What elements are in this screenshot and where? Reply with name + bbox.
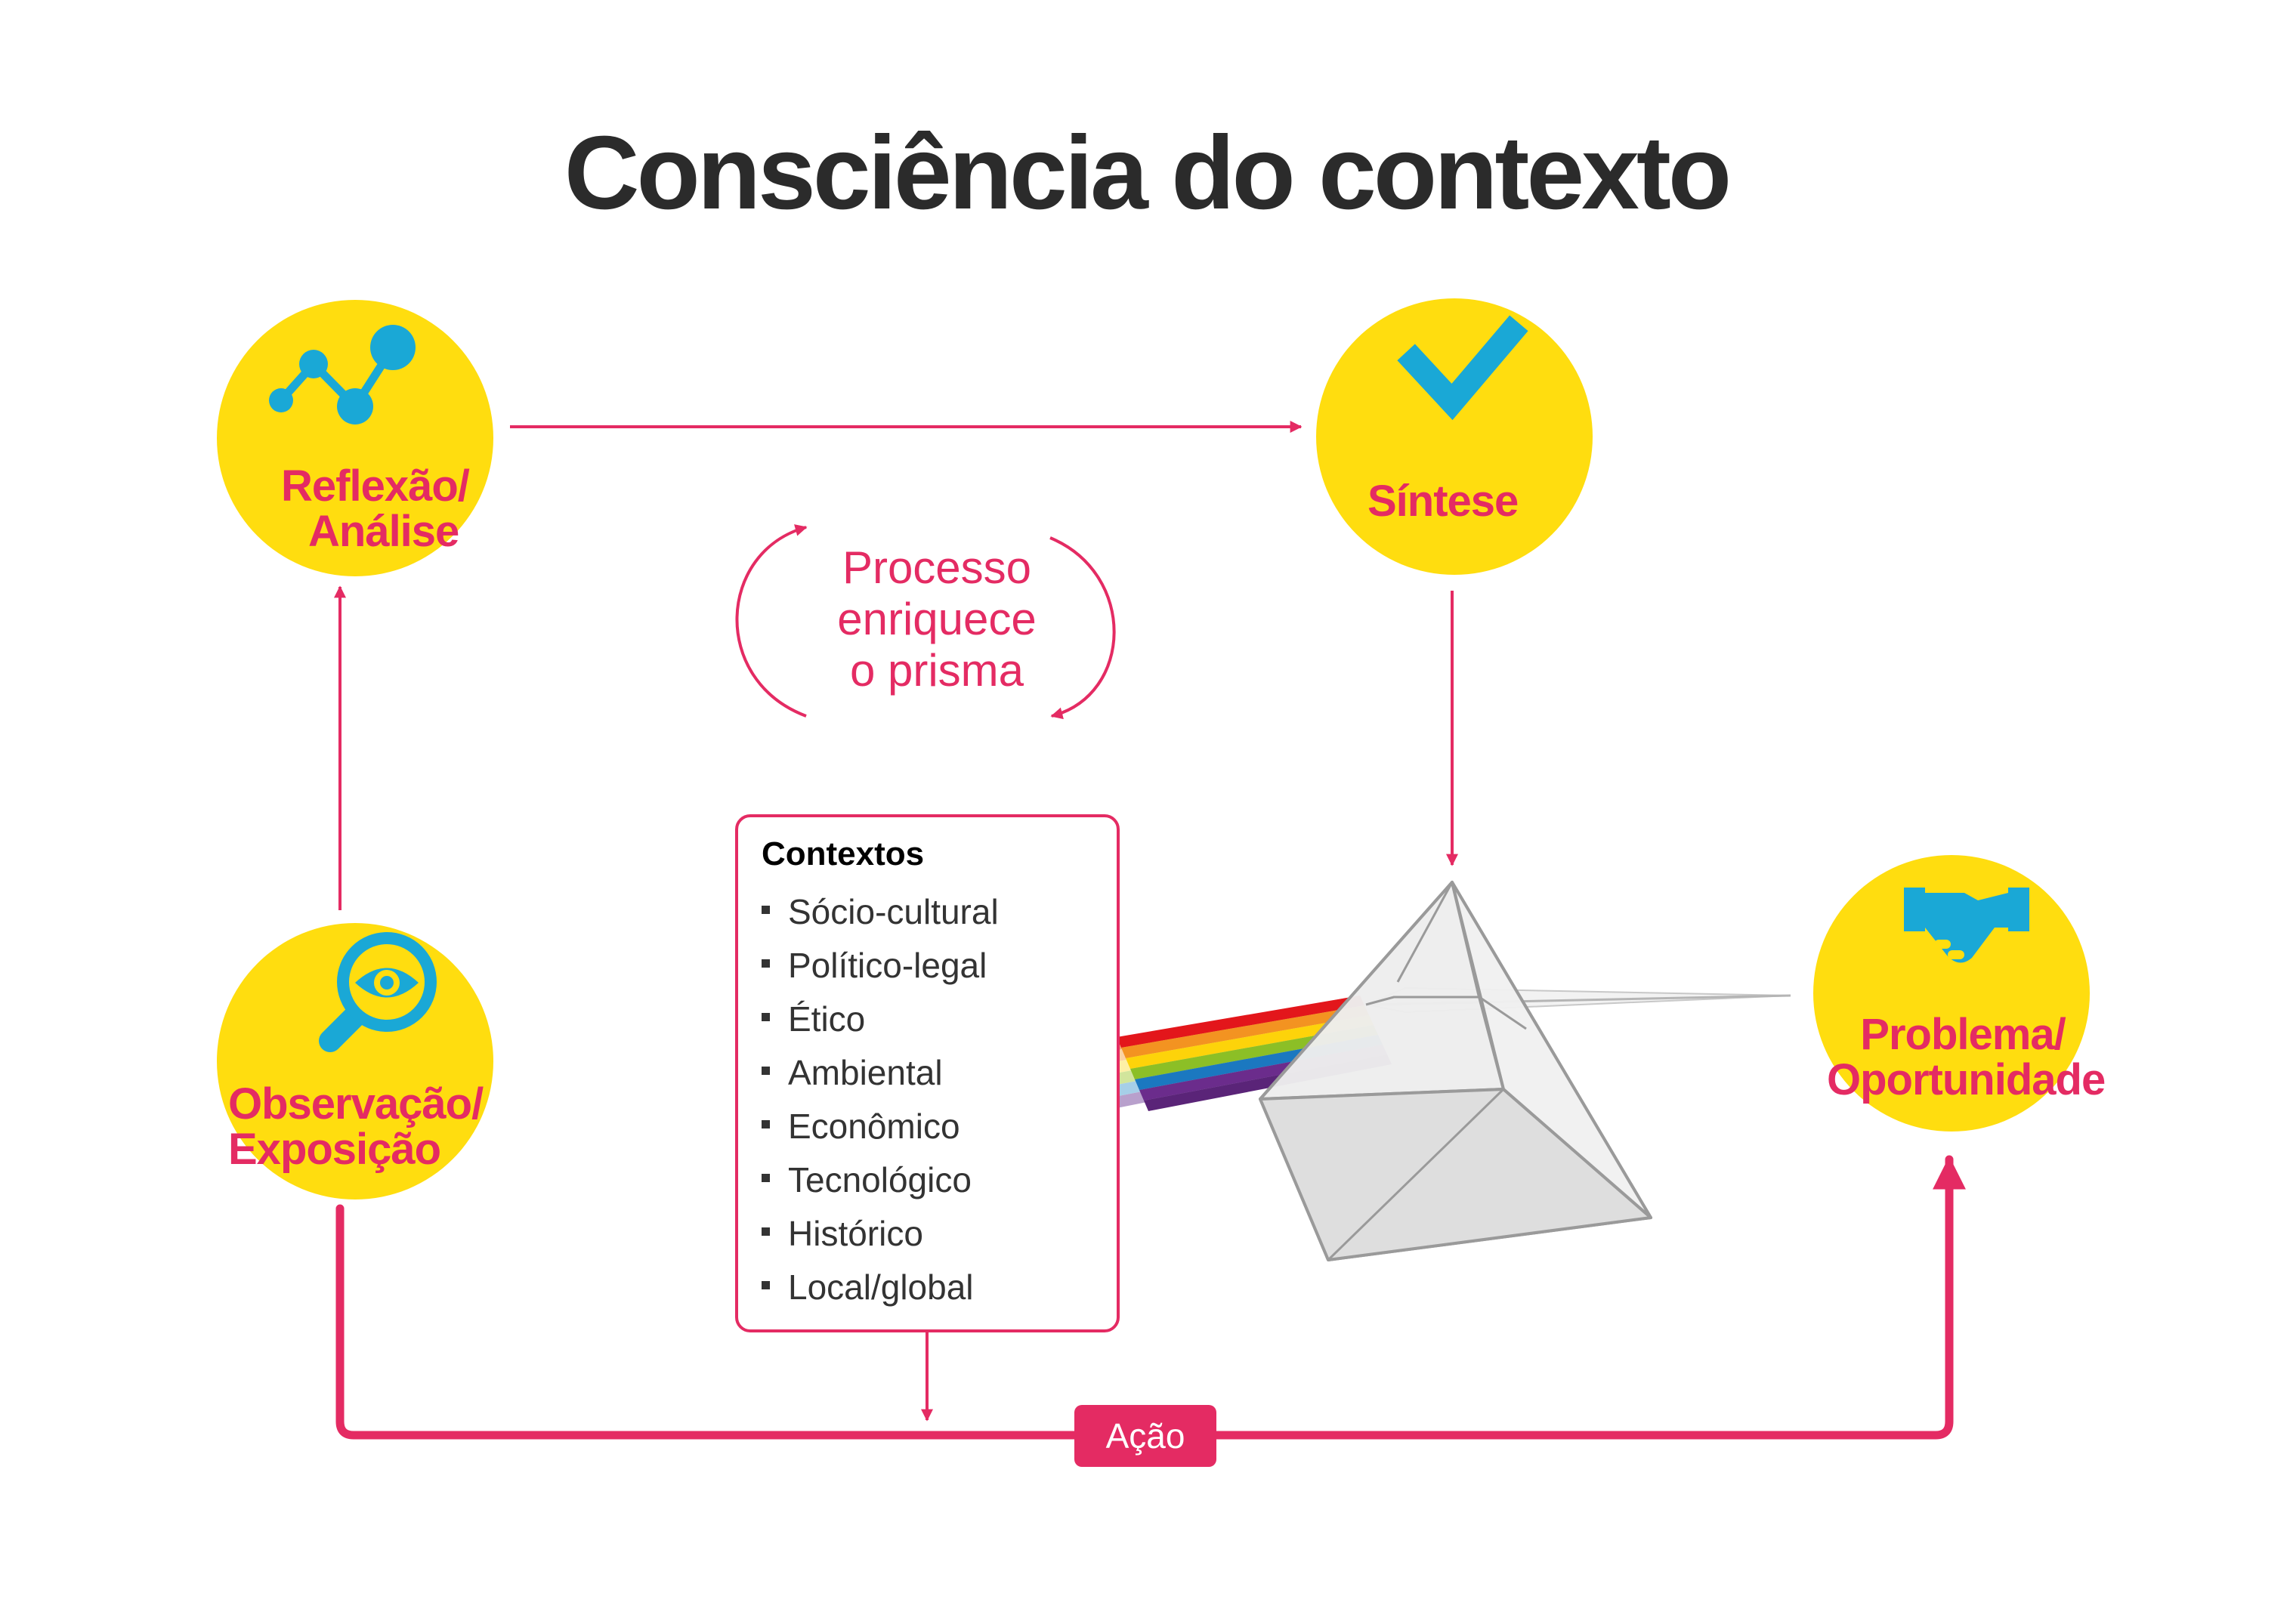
process-line1: Processo — [842, 542, 1032, 593]
node-observacao-label — [228, 1079, 484, 1174]
node-observacao-line2: Exposição — [228, 1125, 441, 1174]
node-sintese-label: Síntese — [1367, 477, 1519, 526]
node-problema-line2: Oportunidade — [1827, 1055, 2106, 1104]
contexts-title: Contextos — [762, 835, 925, 872]
page-title: Consciência do contexto — [564, 115, 1729, 231]
process-line3: o prisma — [849, 645, 1024, 696]
node-reflexao-line1: Reflexão/ — [281, 462, 469, 511]
node-reflexao-label — [281, 464, 469, 554]
action-button[interactable]: Ação — [1074, 1405, 1216, 1467]
context-item: Tecnológico — [762, 1153, 999, 1207]
node-problema-line1: Problema/ — [1860, 1010, 2066, 1059]
node-reflexao-line2: Análise — [308, 507, 459, 556]
context-item: Econômico — [762, 1100, 999, 1153]
action-path — [340, 1159, 1949, 1435]
node-observacao-line1: Observação/ — [228, 1079, 484, 1128]
process-label — [778, 542, 1096, 696]
context-item: Ambiental — [762, 1046, 999, 1100]
contexts-list — [762, 885, 999, 1314]
node-sintese-circle — [1316, 298, 1593, 575]
context-item: Sócio-cultural — [762, 885, 999, 939]
connector-arrows — [340, 427, 1949, 1435]
context-item: Histórico — [762, 1207, 999, 1261]
process-line2: enriquece — [837, 594, 1037, 644]
prism — [1260, 882, 1651, 1260]
context-item: Político-legal — [762, 939, 999, 993]
node-problema-label — [1827, 1010, 2106, 1104]
context-item: Local/global — [762, 1261, 999, 1314]
context-item: Ético — [762, 993, 999, 1046]
